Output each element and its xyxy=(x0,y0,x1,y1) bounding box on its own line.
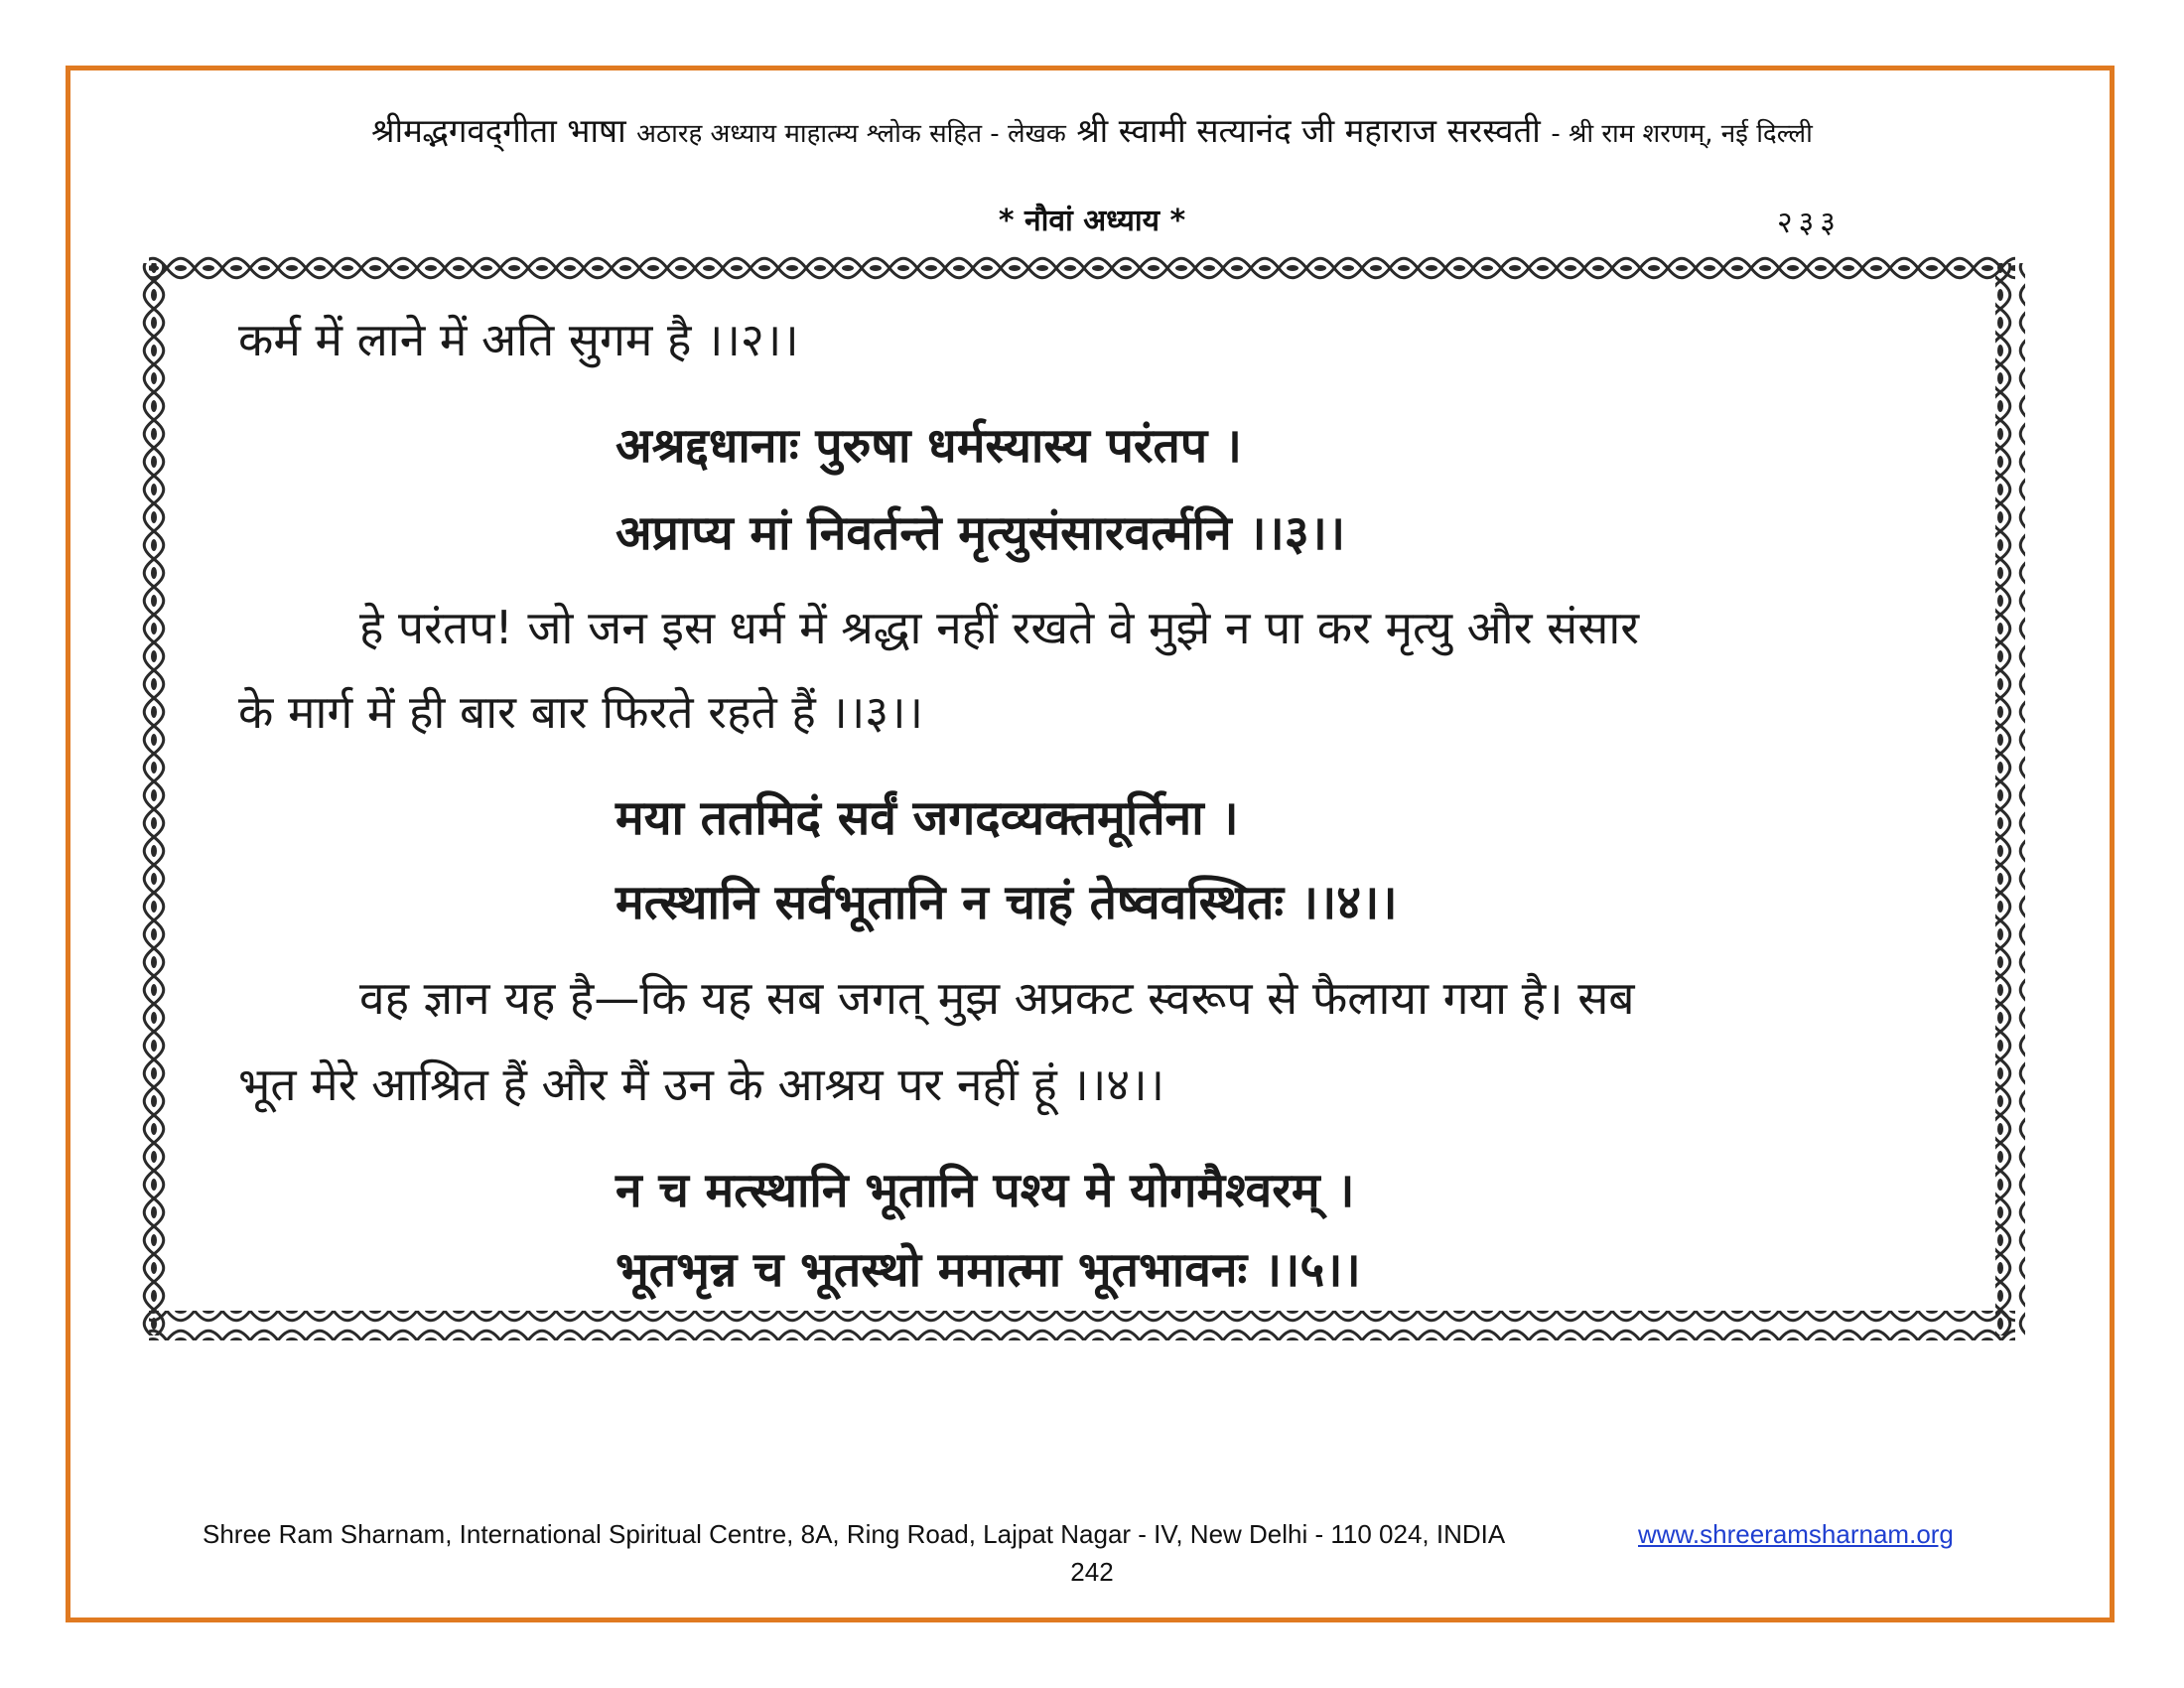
verse-3-line-2: अप्राप्य मां निवर्तन्ते मृत्युसंसारवर्त्मनि ।।३।। xyxy=(615,505,1346,561)
prose-line-1: कर्म में लाने में अति सुगम है ।।२।। xyxy=(238,313,799,366)
header-publisher: - श्री राम शरणम्, नई दिल्ली xyxy=(1551,119,1813,149)
chapter-title: * नौवां अध्याय * xyxy=(998,204,1186,238)
footer-page-number: 242 xyxy=(1070,1557,1114,1587)
translation-4-line-2: भूत मेरे आश्रित हैं और मैं उन के आश्रय पर नहीं हूं ।।४।। xyxy=(238,1057,1165,1111)
translation-3-line-1: हे परंतप! जो जन इस धर्म में श्रद्धा नहीं रखते वे मुझे न पा कर मृत्यु और संसार xyxy=(359,601,1640,654)
header-title: श्रीमद्भगवद्‌गीता भाषा xyxy=(371,111,626,150)
verse-4-line-2: मत्स्थानि सर्वभूतानि न चाहं तेष्ववस्थितः ।।४।। xyxy=(615,875,1398,930)
translation-4-line-1: वह ज्ञान यह है—कि यह सब जगत् मुझ अप्रकट स्वरूप से फैलाया गया है। सब xyxy=(359,971,1635,1025)
verse-3-line-1: अश्रद्दधानाः पुरुषा धर्मस्यास्य परंतप । xyxy=(615,418,1242,474)
verse-5-line-2: भूतभृन्न च भूतस्थो ममात्मा भूतभावनः ।।५।। xyxy=(615,1242,1361,1298)
footer-address: Shree Ram Sharnam, International Spiritual Centre, 8A, Ring Road, Lajpat Nagar - IV, New Delhi - 110 024, INDIA xyxy=(203,1519,1506,1549)
header-author: श्री स्वामी सत्यानंद जी महाराज सरस्वती xyxy=(1076,111,1541,150)
verse-5-line-1: न च मत्स्थानि भूतानि पश्य मे योगमैश्वरम् । xyxy=(615,1163,1355,1218)
translation-3-line-2: के मार्ग में ही बार बार फिरते रहते हैं ।।३।। xyxy=(238,685,924,739)
verse-4-line-1: मया ततमिदं सर्वं जगदव्यक्तमूर्तिना । xyxy=(615,790,1239,846)
document-header xyxy=(99,107,2085,152)
scan-page-number: २३३ xyxy=(1777,206,1842,240)
ornamental-frame xyxy=(139,253,2025,1345)
footer-website-link[interactable]: www.shreeramsharnam.org xyxy=(1638,1519,1954,1549)
header-subtitle: अठारह अध्याय माहात्म्य श्लोक सहित - लेखक xyxy=(636,119,1066,149)
